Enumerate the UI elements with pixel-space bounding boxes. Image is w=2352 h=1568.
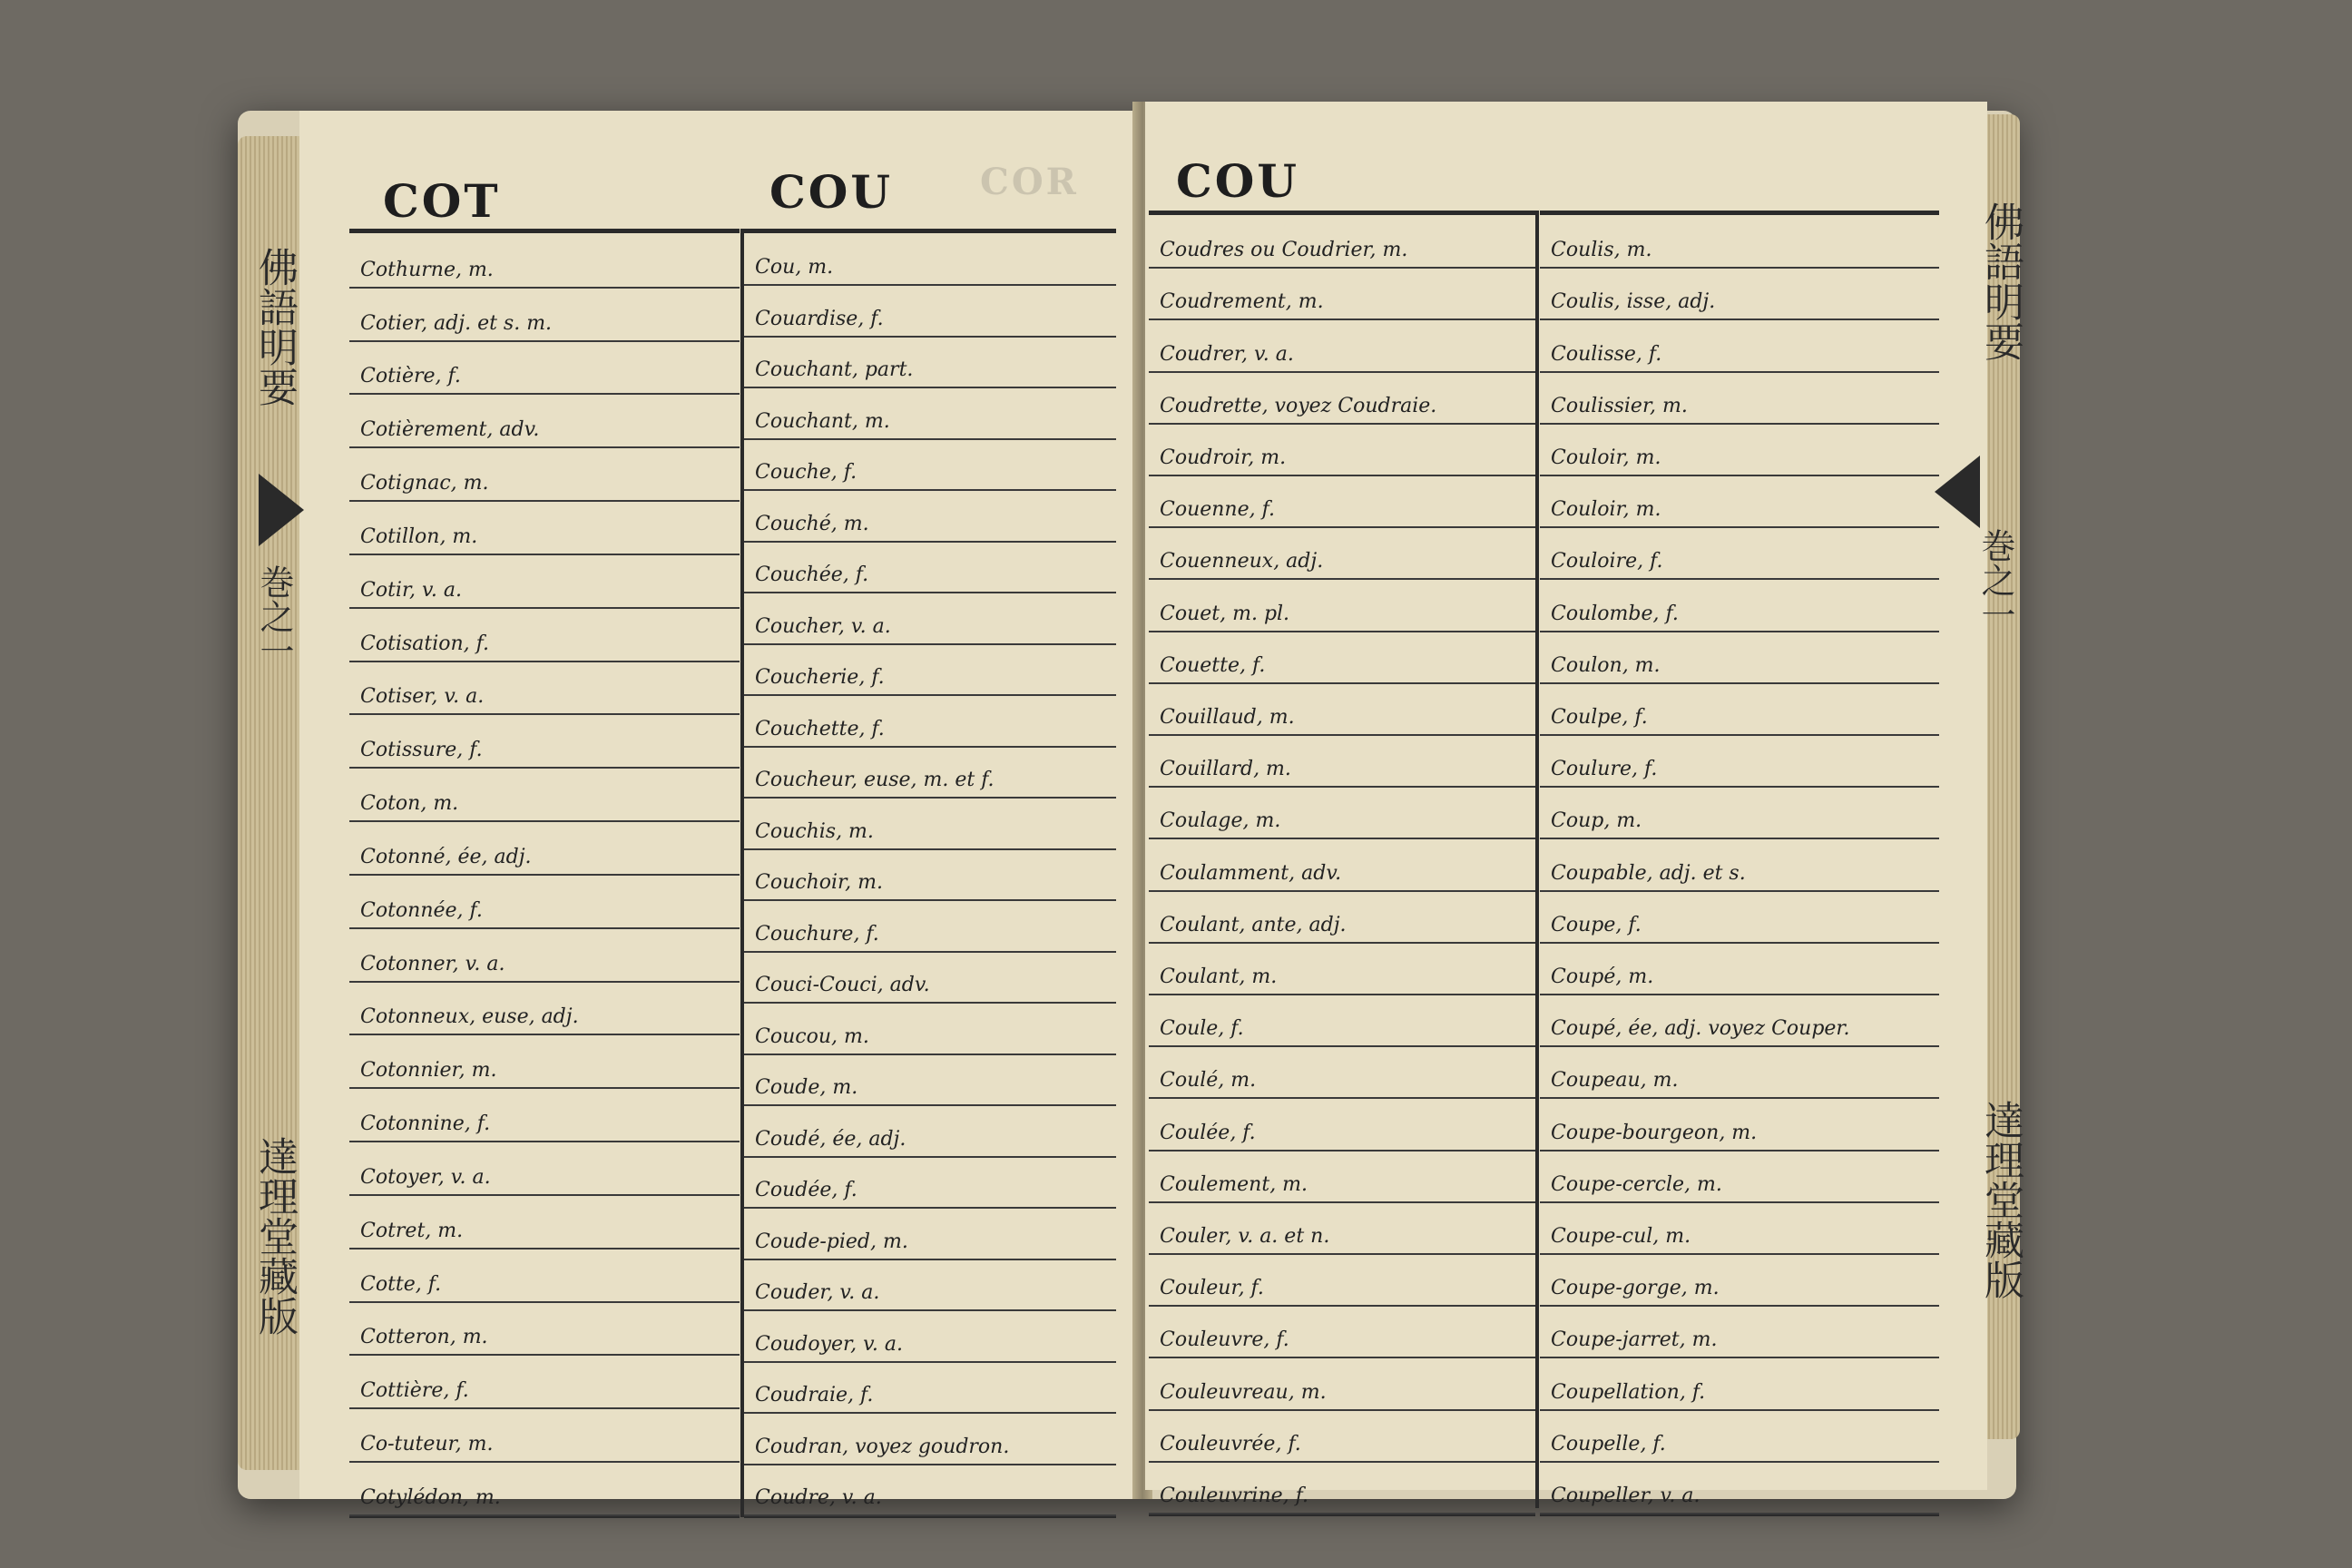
- french-headword: Coulement, m.: [1160, 1172, 1308, 1196]
- french-headword: Couchoir, m.: [755, 871, 883, 895]
- french-headword: Cotièrement, adv.: [360, 418, 540, 442]
- entry-row: [744, 387, 1116, 439]
- entry-row: [744, 797, 1116, 849]
- entry-row: [744, 336, 1116, 388]
- entry-row: [744, 284, 1116, 337]
- entry-row: [1149, 423, 1535, 476]
- french-headword: Coude-pied, m.: [755, 1230, 908, 1253]
- entry-row: [1149, 1150, 1535, 1203]
- entry-row: [349, 394, 740, 449]
- entry-row: [1540, 1097, 1939, 1151]
- french-headword: Coupé, m.: [1551, 965, 1654, 988]
- french-headword: Couleur, f.: [1160, 1277, 1264, 1300]
- entry-row: [1149, 942, 1535, 995]
- french-headword: Cotiser, v. a.: [360, 685, 485, 709]
- french-headword: Cotte, f.: [360, 1272, 442, 1296]
- entry-row: [1149, 631, 1535, 684]
- french-headword: Coulon, m.: [1551, 653, 1661, 677]
- entry-row: [349, 340, 740, 396]
- entry-row: [349, 1301, 740, 1357]
- french-headword: Coucou, m.: [755, 1024, 869, 1048]
- right-spine-volume: 巻之一: [1975, 528, 2015, 632]
- right-spine-title: 佛語明要: [1977, 201, 2024, 361]
- column-cot: [349, 229, 740, 1518]
- french-headword: Coudrette, voyez Coudraie.: [1160, 394, 1437, 417]
- entry-row: [1540, 1253, 1939, 1307]
- entry-row: [1149, 994, 1535, 1047]
- french-headword: Couleuvreau, m.: [1160, 1380, 1327, 1404]
- fold-marker-left: [259, 474, 304, 546]
- right-page: [1145, 102, 2024, 1507]
- french-headword: Coulée, f.: [1160, 1121, 1256, 1144]
- column-cou-left: [744, 229, 1116, 1518]
- french-headword: Cotier, adj. et s. m.: [360, 311, 553, 335]
- entry-row: [744, 1309, 1116, 1362]
- french-headword: Couler, v. a. et n.: [1160, 1224, 1330, 1248]
- french-headword: Cotteron, m.: [360, 1326, 488, 1349]
- french-headword: Coulis, isse, adj.: [1551, 290, 1716, 314]
- entry-row: [1540, 1305, 1939, 1358]
- entry-row: [744, 694, 1116, 747]
- french-headword: Coupe-gorge, m.: [1551, 1277, 1720, 1300]
- left-page: [251, 111, 1143, 1509]
- entry-row: [349, 767, 740, 822]
- french-headword: Couchée, f.: [755, 564, 869, 587]
- entry-row: [1149, 215, 1535, 269]
- entry-row: [1540, 994, 1939, 1047]
- french-headword: Coupe-cul, m.: [1551, 1224, 1691, 1248]
- french-headword: Cotylédon, m.: [360, 1485, 501, 1509]
- french-headword: Couder, v. a.: [755, 1281, 880, 1305]
- entry-row: [1540, 526, 1939, 580]
- entry-row: [349, 1087, 740, 1142]
- french-headword: Couillaud, m.: [1160, 705, 1295, 729]
- entry-row: [1540, 682, 1939, 736]
- french-headword: Coule, f.: [1160, 1017, 1244, 1041]
- entry-row: [1540, 423, 1939, 476]
- french-headword: Cotonneux, euse, adj.: [360, 1005, 579, 1029]
- entry-row: [1149, 1201, 1535, 1255]
- french-headword: Couci-Couci, adv.: [755, 974, 930, 997]
- entry-row: [349, 1194, 740, 1250]
- french-headword: Couenne, f.: [1160, 498, 1275, 522]
- french-headword: Couleuvrée, f.: [1160, 1432, 1301, 1455]
- french-headword: Coucherie, f.: [755, 666, 885, 690]
- entry-row: [1149, 890, 1535, 944]
- french-headword: Cotonnée, f.: [360, 898, 483, 922]
- french-headword: Cotoyer, v. a.: [360, 1165, 491, 1189]
- french-headword: Coulis, m.: [1551, 239, 1652, 262]
- column-cou-right-b: [1540, 211, 1939, 1516]
- entry-row: [1540, 1357, 1939, 1410]
- left-spine-volume: 巻之一: [254, 564, 294, 668]
- entry-row: [744, 489, 1116, 542]
- french-headword: Coupé, ée, adj. voyez Couper.: [1551, 1017, 1850, 1041]
- french-headword: Cotir, v. a.: [360, 578, 462, 602]
- entry-row: [1540, 475, 1939, 528]
- entry-row: [1149, 475, 1535, 528]
- entry-row: [744, 438, 1116, 491]
- french-headword: Cotissure, f.: [360, 739, 483, 762]
- french-headword: Couleuvrine, f.: [1160, 1484, 1308, 1507]
- french-headword: Coudroir, m.: [1160, 446, 1287, 469]
- entry-row: [349, 1034, 740, 1090]
- french-headword: Coudran, voyez goudron.: [755, 1435, 1010, 1458]
- entry-row: [1540, 371, 1939, 425]
- entry-row: [1149, 1461, 1535, 1514]
- french-headword: Cotière, f.: [360, 365, 461, 388]
- french-headword: Coupe-bourgeon, m.: [1551, 1121, 1758, 1144]
- entry-row: [1149, 318, 1535, 372]
- french-headword: Coudée, f.: [755, 1179, 858, 1202]
- french-headword: Couillard, m.: [1160, 758, 1291, 781]
- french-headword: Coucheur, euse, m. et f.: [755, 769, 995, 792]
- french-headword: Coulamment, adv.: [1160, 861, 1342, 885]
- entry-row: [1540, 318, 1939, 372]
- left-spine-title: 佛語明要: [251, 247, 298, 407]
- french-headword: Coudraie, f.: [755, 1384, 874, 1407]
- entry-row: [1149, 1045, 1535, 1099]
- entry-row: [349, 820, 740, 876]
- entry-row: [1149, 786, 1535, 839]
- entry-row: [1540, 267, 1939, 320]
- french-headword: Cotonnier, m.: [360, 1059, 497, 1083]
- french-headword: Couloir, m.: [1551, 446, 1661, 469]
- entry-row: [1149, 1253, 1535, 1307]
- middle-headword: COU: [769, 165, 893, 219]
- french-headword: Cotonner, v. a.: [360, 952, 505, 975]
- french-headword: Cou, m.: [755, 256, 834, 279]
- french-headword: Coudre, v. a.: [755, 1485, 882, 1509]
- entry-row: [1149, 267, 1535, 320]
- french-headword: Cotillon, m.: [360, 524, 478, 548]
- column-cou-right-a: [1149, 211, 1535, 1516]
- french-headword: Coupable, adj. et s.: [1551, 861, 1746, 885]
- french-headword: Coulissier, m.: [1551, 394, 1688, 417]
- entry-row: [349, 874, 740, 929]
- french-headword: Coulisse, f.: [1551, 342, 1662, 366]
- entry-row: [1149, 578, 1535, 632]
- french-headword: Coupelle, f.: [1551, 1432, 1666, 1455]
- french-headword: Coulure, f.: [1551, 758, 1658, 781]
- french-headword: Coudres ou Coudrier, m.: [1160, 239, 1408, 262]
- entry-row: [1540, 734, 1939, 788]
- entry-row: [1540, 1461, 1939, 1514]
- french-headword: Coup, m.: [1551, 809, 1642, 833]
- french-headword: Couchure, f.: [755, 922, 879, 946]
- entry-row: [349, 607, 740, 662]
- french-headword: Couloire, f.: [1551, 550, 1663, 573]
- entry-row: [744, 643, 1116, 696]
- entry-row: [744, 1412, 1116, 1465]
- french-headword: Coupe-jarret, m.: [1551, 1328, 1718, 1352]
- french-headword: Coudé, ée, adj.: [755, 1127, 906, 1151]
- french-headword: Coton, m.: [360, 792, 459, 816]
- entry-row: [1540, 215, 1939, 269]
- entry-row: [349, 1141, 740, 1196]
- entry-row: [349, 1248, 740, 1303]
- french-headword: Cotignac, m.: [360, 472, 489, 495]
- entry-row: [744, 848, 1116, 901]
- entry-row: [744, 1464, 1116, 1516]
- left-spine-publisher: 達理堂藏版: [251, 1136, 298, 1336]
- french-headword: Couloir, m.: [1551, 498, 1661, 522]
- french-headword: Cotonné, ée, adj.: [360, 845, 532, 868]
- entry-row: [744, 1104, 1116, 1157]
- entry-row: [1540, 838, 1939, 891]
- entry-row: [349, 446, 740, 502]
- french-headword: Coupeller, v. a.: [1551, 1484, 1700, 1507]
- entry-row: [1540, 1201, 1939, 1255]
- entry-row: [744, 1361, 1116, 1414]
- left-headword: COT: [383, 174, 501, 228]
- entry-row: [349, 927, 740, 983]
- right-spine-publisher: 達理堂藏版: [1977, 1100, 2024, 1299]
- entry-row: [349, 661, 740, 716]
- french-headword: Coupe-cercle, m.: [1551, 1172, 1722, 1196]
- french-headword: Couche, f.: [755, 461, 858, 485]
- french-headword: Couardise, f.: [755, 307, 884, 330]
- french-headword: Coudoyer, v. a.: [755, 1332, 904, 1356]
- entry-row: [1149, 1409, 1535, 1463]
- french-headword: Cotret, m.: [360, 1219, 464, 1242]
- french-headword: Couleuvre, f.: [1160, 1328, 1289, 1352]
- entry-row: [1149, 1357, 1535, 1410]
- french-headword: Co-tuteur, m.: [360, 1433, 494, 1456]
- entry-row: [349, 287, 740, 342]
- french-headword: Coulpe, f.: [1551, 705, 1648, 729]
- entry-row: [349, 554, 740, 609]
- french-headword: Coudrer, v. a.: [1160, 342, 1294, 366]
- french-headword: Couchette, f.: [755, 717, 885, 740]
- french-headword: Cotonnine, f.: [360, 1112, 491, 1136]
- french-headword: Coulant, ante, adj.: [1160, 913, 1347, 936]
- entry-row: [1540, 1045, 1939, 1099]
- entry-row: [349, 500, 740, 555]
- entry-row: [1149, 1305, 1535, 1358]
- french-headword: Coulé, m.: [1160, 1069, 1257, 1093]
- entry-row: [744, 746, 1116, 799]
- entry-row: [1149, 1097, 1535, 1151]
- french-headword: Couché, m.: [755, 512, 869, 535]
- french-headword: Coulant, m.: [1160, 965, 1278, 988]
- french-headword: Coupe, f.: [1551, 913, 1642, 936]
- entry-row: [1149, 682, 1535, 736]
- fold-marker-right: [1935, 456, 1980, 528]
- entry-row: [1540, 578, 1939, 632]
- entry-row: [744, 233, 1116, 286]
- entry-row: [1149, 526, 1535, 580]
- french-headword: Coulombe, f.: [1551, 602, 1679, 625]
- entry-row: [744, 951, 1116, 1004]
- french-headword: Couchant, m.: [755, 409, 890, 433]
- entry-row: [349, 714, 740, 769]
- entry-row: [744, 899, 1116, 952]
- french-headword: Cothurne, m.: [360, 258, 494, 281]
- right-headword: COU: [1176, 154, 1299, 208]
- entry-row: [1540, 786, 1939, 839]
- entry-row: [1540, 890, 1939, 944]
- french-headword: Cotisation, f.: [360, 632, 489, 655]
- french-headword: Coudrement, m.: [1160, 290, 1324, 314]
- ghost-headword: COR: [980, 161, 1079, 203]
- entry-row: [744, 1207, 1116, 1259]
- entry-row: [1540, 631, 1939, 684]
- french-headword: Couchant, part.: [755, 358, 914, 382]
- entry-row: [349, 1461, 740, 1516]
- french-headword: Coupeau, m.: [1551, 1069, 1679, 1093]
- entry-row: [349, 1407, 740, 1463]
- french-headword: Cottière, f.: [360, 1379, 469, 1403]
- entry-row: [744, 1259, 1116, 1311]
- entry-row: [744, 1002, 1116, 1054]
- french-headword: Coupellation, f.: [1551, 1380, 1706, 1404]
- entry-row: [1540, 1409, 1939, 1463]
- entry-row: [1149, 838, 1535, 891]
- entry-row: [1540, 1150, 1939, 1203]
- entry-row: [744, 1054, 1116, 1106]
- entry-row: [744, 541, 1116, 593]
- entry-row: [1149, 734, 1535, 788]
- entry-row: [1149, 371, 1535, 425]
- column-divider-right: [1535, 211, 1539, 1508]
- entry-row: [1540, 942, 1939, 995]
- entry-row: [744, 592, 1116, 644]
- french-headword: Coude, m.: [755, 1076, 858, 1100]
- column-divider: [740, 229, 744, 1517]
- french-headword: Coulage, m.: [1160, 809, 1281, 833]
- entry-row: [349, 981, 740, 1036]
- entry-row: [349, 233, 740, 289]
- french-headword: Coucher, v. a.: [755, 614, 891, 638]
- french-headword: Couet, m. pl.: [1160, 602, 1290, 625]
- french-headword: Couenneux, adj.: [1160, 550, 1324, 573]
- entry-row: [744, 1156, 1116, 1209]
- entry-row: [349, 1355, 740, 1410]
- french-headword: Couchis, m.: [755, 819, 874, 843]
- french-headword: Couette, f.: [1160, 653, 1266, 677]
